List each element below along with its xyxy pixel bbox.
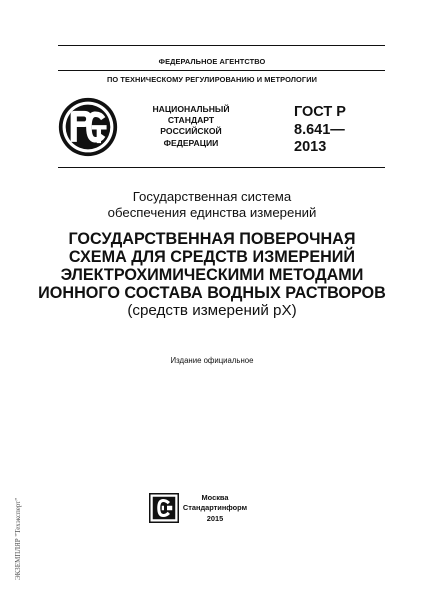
document-title-line: ГОСУДАРСТВЕННАЯ ПОВЕРОЧНАЯ — [68, 230, 356, 248]
publisher-name: Стандартинформ — [182, 503, 248, 513]
subtitle-line: обеспечения единства измерений — [107, 205, 317, 220]
gost-number — [294, 104, 346, 157]
document-title-line: СХЕМА ДЛЯ СРЕДСТВ ИЗМЕРЕНИЙ — [68, 248, 356, 266]
vertical-watermark: ЭКЗЕМПЛЯР "Техэксперт" — [14, 497, 22, 580]
agency-line-2: ПО ТЕХНИЧЕСКОМУ РЕГУЛИРОВАНИЮ И МЕТРОЛОГИИ — [106, 75, 318, 84]
agency-line-1: ФЕДЕРАЛЬНОЕ АГЕНТСТВО — [158, 57, 266, 66]
gost-line: ГОСТ Р — [294, 104, 346, 120]
header-bottom-rule — [58, 167, 385, 168]
national-line: СТАНДАРТ — [167, 115, 215, 126]
header-middle-rule — [58, 70, 385, 71]
document-title-line: ЭЛЕКТРОХИМИЧЕСКИМИ МЕТОДАМИ — [60, 266, 364, 284]
header-top-rule — [58, 45, 385, 46]
document-title-parenthetical: (средств измерений pX) — [127, 302, 297, 319]
publisher-year: 2015 — [206, 513, 224, 523]
gost-line: 8.641— — [294, 121, 345, 138]
national-standard-label — [141, 104, 241, 149]
gost-line: 2013 — [294, 139, 327, 155]
publisher-block — [180, 493, 250, 524]
standartinform-logo-icon — [149, 493, 179, 523]
national-line: НАЦИОНАЛЬНЫЙ — [152, 104, 230, 114]
subtitle-line: Государственная система — [132, 189, 292, 204]
national-line: ФЕДЕРАЦИИ — [163, 137, 219, 148]
rst-certification-mark-icon — [57, 96, 119, 158]
document-title-line: ИОННОГО СОСТАВА ВОДНЫХ РАСТВОРОВ — [38, 284, 386, 302]
publisher-city: Москва — [201, 493, 229, 502]
edition-note: Издание официальное — [170, 356, 254, 365]
national-line: РОССИЙСКОЙ — [160, 126, 222, 137]
